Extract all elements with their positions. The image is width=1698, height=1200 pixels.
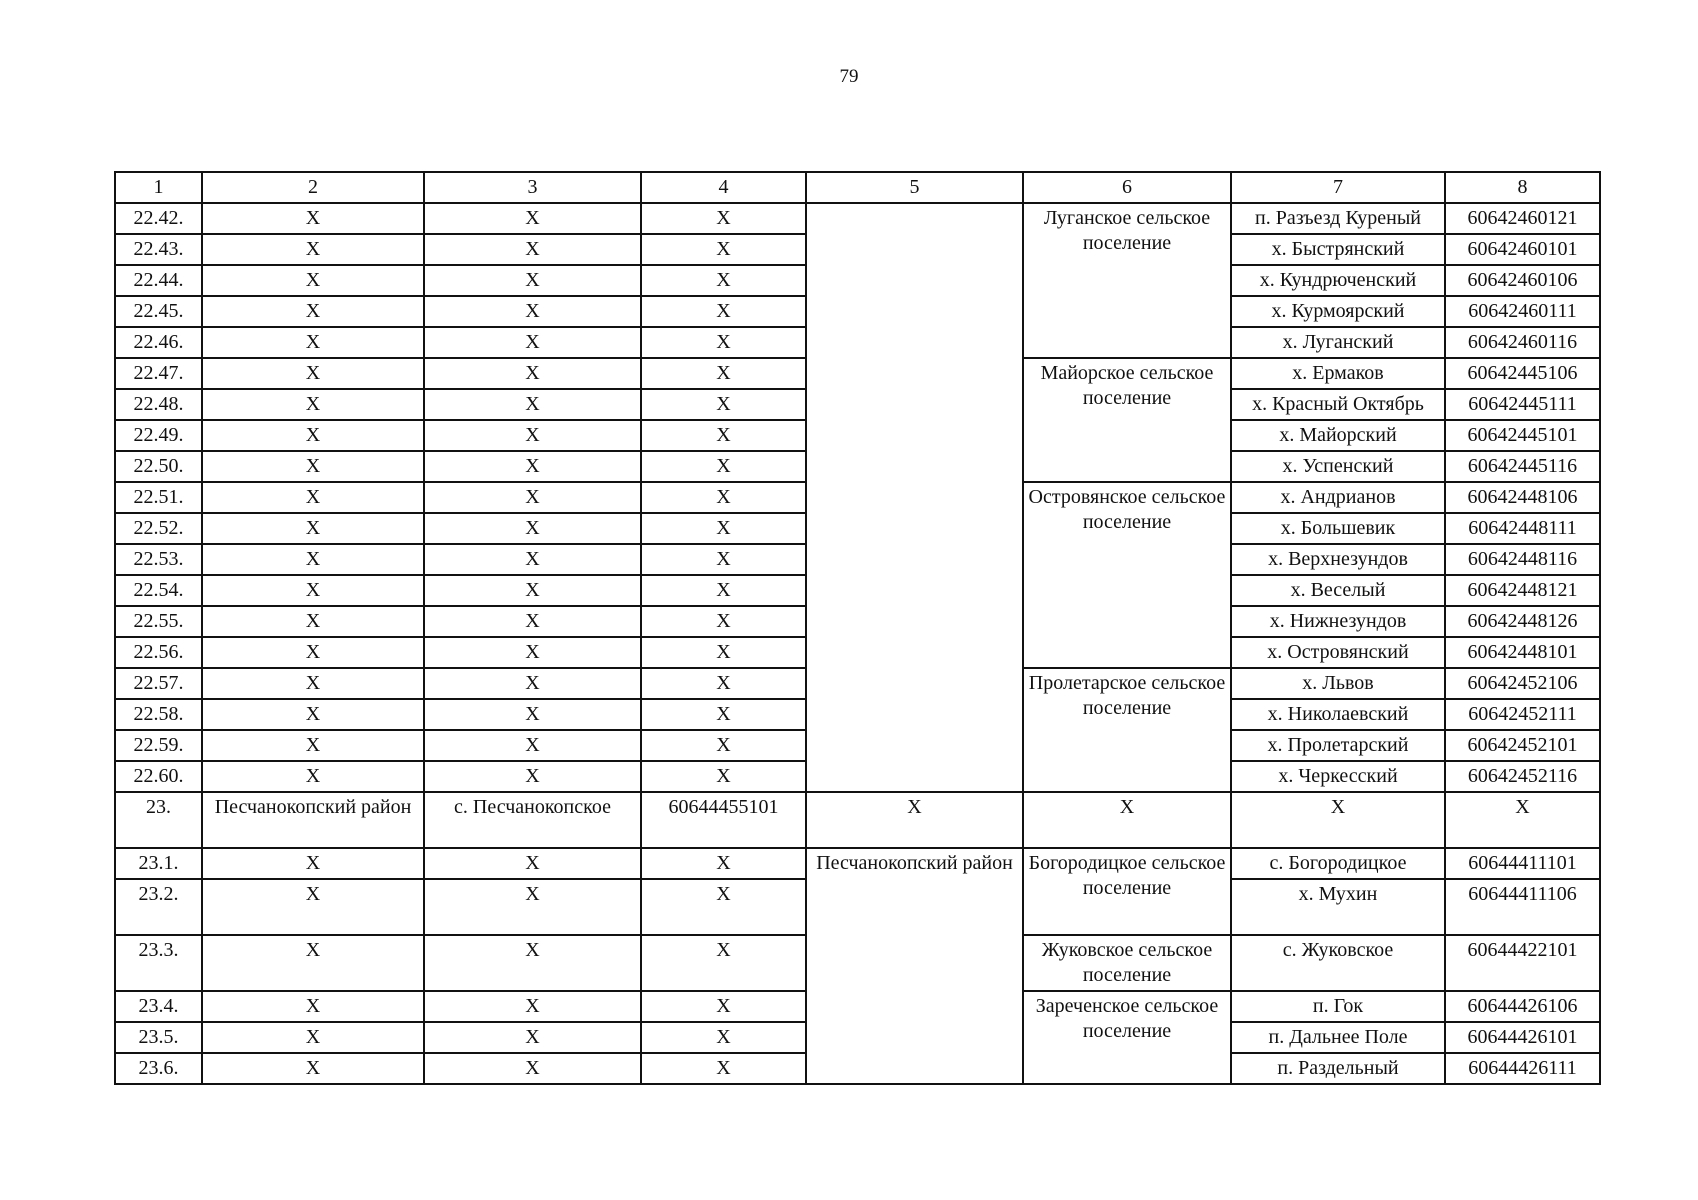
settlement-cell: х. Курмоярский: [1231, 296, 1445, 327]
row-number-cell: 22.46.: [115, 327, 202, 358]
row-number-cell: 23.3.: [115, 935, 202, 991]
oktmo-center-cell: Х: [641, 637, 806, 668]
oktmo-center-cell: Х: [641, 265, 806, 296]
center-cell: Х: [424, 699, 641, 730]
oktmo-code-cell: 60642445116: [1445, 451, 1600, 482]
oktmo-center-cell: 60644455101: [641, 792, 806, 848]
settlement-cell: х. Красный Октябрь: [1231, 389, 1445, 420]
district-cell: Х: [202, 935, 424, 991]
district-cell: Х: [202, 991, 424, 1022]
header-cell: 2: [202, 172, 424, 203]
oktmo-code-cell: 60644426106: [1445, 991, 1600, 1022]
oktmo-code-cell: 60642452111: [1445, 699, 1600, 730]
oktmo-center-cell: Х: [641, 991, 806, 1022]
oktmo-center-cell: Х: [641, 1022, 806, 1053]
row-number-cell: 22.48.: [115, 389, 202, 420]
settlement-cell: х. Успенский: [1231, 451, 1445, 482]
center-cell: Х: [424, 265, 641, 296]
x-cell: Х: [1231, 792, 1445, 848]
district-cell: Х: [202, 296, 424, 327]
row-number-cell: 23.2.: [115, 879, 202, 935]
district-cell: Х: [202, 848, 424, 879]
oktmo-code-cell: 60642445101: [1445, 420, 1600, 451]
settlements-table: [114, 171, 1601, 1085]
row-number-cell: 22.42.: [115, 203, 202, 234]
district-cell: Х: [202, 1053, 424, 1084]
oktmo-code-cell: 60642445106: [1445, 358, 1600, 389]
center-cell: Х: [424, 1022, 641, 1053]
center-cell: Х: [424, 358, 641, 389]
center-cell: Х: [424, 575, 641, 606]
center-cell: Х: [424, 482, 641, 513]
center-cell: Х: [424, 203, 641, 234]
municipal-district-cell: Песчанокопский район: [806, 848, 1023, 1084]
row-number-cell: 22.53.: [115, 544, 202, 575]
oktmo-center-cell: Х: [641, 935, 806, 991]
settlement-cell: х. Ермаков: [1231, 358, 1445, 389]
center-cell: Х: [424, 234, 641, 265]
district-cell: Х: [202, 389, 424, 420]
header-cell: 3: [424, 172, 641, 203]
row-number-cell: 22.56.: [115, 637, 202, 668]
district-cell: Х: [202, 420, 424, 451]
municipality-cell: Пролетарское сельское поселение: [1023, 668, 1231, 792]
row-number-cell: 22.43.: [115, 234, 202, 265]
settlement-cell: х. Львов: [1231, 668, 1445, 699]
row-number-cell: 23.: [115, 792, 202, 848]
oktmo-code-cell: 60642448101: [1445, 637, 1600, 668]
page-number: 79: [839, 66, 859, 87]
settlement-cell: х. Андрианов: [1231, 482, 1445, 513]
center-cell: Х: [424, 420, 641, 451]
settlement-cell: х. Островянский: [1231, 637, 1445, 668]
table-header-row: [115, 172, 1600, 203]
district-cell: Х: [202, 327, 424, 358]
oktmo-code-cell: 60642452106: [1445, 668, 1600, 699]
oktmo-code-cell: 60642448126: [1445, 606, 1600, 637]
header-cell: 4: [641, 172, 806, 203]
table-body: [115, 172, 1600, 1084]
district-cell: Х: [202, 606, 424, 637]
table-row: [115, 203, 1600, 234]
municipal-district-cell: [806, 203, 1023, 792]
oktmo-code-cell: 60644426101: [1445, 1022, 1600, 1053]
district-cell: Х: [202, 879, 424, 935]
row-number-cell: 22.50.: [115, 451, 202, 482]
oktmo-code-cell: 60642448116: [1445, 544, 1600, 575]
district-cell: Х: [202, 761, 424, 792]
row-number-cell: 22.47.: [115, 358, 202, 389]
settlement-cell: х. Черкесский: [1231, 761, 1445, 792]
center-cell: Х: [424, 848, 641, 879]
center-cell: Х: [424, 513, 641, 544]
oktmo-center-cell: Х: [641, 668, 806, 699]
table-row: [115, 848, 1600, 879]
row-number-cell: 22.60.: [115, 761, 202, 792]
oktmo-code-cell: 60642460111: [1445, 296, 1600, 327]
center-cell: Х: [424, 668, 641, 699]
district-cell: Х: [202, 203, 424, 234]
oktmo-center-cell: Х: [641, 451, 806, 482]
district-cell: Х: [202, 730, 424, 761]
oktmo-code-cell: 60642452101: [1445, 730, 1600, 761]
row-number-cell: 22.57.: [115, 668, 202, 699]
oktmo-code-cell: 60644411106: [1445, 879, 1600, 935]
oktmo-center-cell: Х: [641, 848, 806, 879]
center-cell: Х: [424, 451, 641, 482]
center-cell: Х: [424, 544, 641, 575]
settlement-cell: с. Жуковское: [1231, 935, 1445, 991]
oktmo-center-cell: Х: [641, 203, 806, 234]
district-cell: Х: [202, 637, 424, 668]
row-number-cell: 23.6.: [115, 1053, 202, 1084]
center-cell: Х: [424, 761, 641, 792]
settlement-cell: х. Кундрюченский: [1231, 265, 1445, 296]
center-cell: с. Песчанокопское: [424, 792, 641, 848]
district-cell: Х: [202, 575, 424, 606]
oktmo-center-cell: Х: [641, 575, 806, 606]
oktmo-code-cell: 60642460106: [1445, 265, 1600, 296]
district-cell: Х: [202, 513, 424, 544]
row-number-cell: 23.4.: [115, 991, 202, 1022]
settlement-cell: х. Майорский: [1231, 420, 1445, 451]
oktmo-center-cell: Х: [641, 606, 806, 637]
settlement-cell: п. Раздельный: [1231, 1053, 1445, 1084]
row-number-cell: 22.54.: [115, 575, 202, 606]
center-cell: Х: [424, 327, 641, 358]
oktmo-center-cell: Х: [641, 482, 806, 513]
oktmo-center-cell: Х: [641, 761, 806, 792]
row-number-cell: 23.1.: [115, 848, 202, 879]
center-cell: Х: [424, 991, 641, 1022]
row-number-cell: 22.49.: [115, 420, 202, 451]
row-number-cell: 22.55.: [115, 606, 202, 637]
municipality-cell: Островянское сельское поселение: [1023, 482, 1231, 668]
district-cell: Х: [202, 544, 424, 575]
oktmo-code-cell: 60642445111: [1445, 389, 1600, 420]
oktmo-code-cell: 60642448106: [1445, 482, 1600, 513]
oktmo-center-cell: Х: [641, 699, 806, 730]
oktmo-center-cell: Х: [641, 389, 806, 420]
row-number-cell: 22.45.: [115, 296, 202, 327]
row-number-cell: 22.58.: [115, 699, 202, 730]
oktmo-center-cell: Х: [641, 420, 806, 451]
center-cell: Х: [424, 879, 641, 935]
center-cell: Х: [424, 637, 641, 668]
x-cell: Х: [1023, 792, 1231, 848]
settlement-cell: х. Большевик: [1231, 513, 1445, 544]
municipality-cell: Богородицкое сельское поселение: [1023, 848, 1231, 935]
row-number-cell: 22.52.: [115, 513, 202, 544]
oktmo-center-cell: Х: [641, 1053, 806, 1084]
oktmo-center-cell: Х: [641, 730, 806, 761]
center-cell: Х: [424, 389, 641, 420]
oktmo-code-cell: 60642448111: [1445, 513, 1600, 544]
oktmo-code-cell: 60644426111: [1445, 1053, 1600, 1084]
district-cell: Х: [202, 482, 424, 513]
center-cell: Х: [424, 606, 641, 637]
district-cell: Х: [202, 699, 424, 730]
center-cell: Х: [424, 296, 641, 327]
settlement-cell: с. Богородицкое: [1231, 848, 1445, 879]
district-cell: Х: [202, 234, 424, 265]
municipality-cell: Зареченское сельское поселение: [1023, 991, 1231, 1084]
municipality-cell: Жуковское сельское поселение: [1023, 935, 1231, 991]
row-number-cell: 22.59.: [115, 730, 202, 761]
oktmo-code-cell: 60642452116: [1445, 761, 1600, 792]
oktmo-code-cell: 60642460101: [1445, 234, 1600, 265]
oktmo-center-cell: Х: [641, 544, 806, 575]
settlement-cell: х. Верхнезундов: [1231, 544, 1445, 575]
settlement-cell: п. Гок: [1231, 991, 1445, 1022]
header-cell: 6: [1023, 172, 1231, 203]
center-cell: Х: [424, 935, 641, 991]
oktmo-code-cell: 60642460121: [1445, 203, 1600, 234]
oktmo-center-cell: Х: [641, 296, 806, 327]
settlement-cell: х. Веселый: [1231, 575, 1445, 606]
x-cell: Х: [1445, 792, 1600, 848]
settlement-cell: х. Луганский: [1231, 327, 1445, 358]
oktmo-center-cell: Х: [641, 358, 806, 389]
oktmo-code-cell: 60644411101: [1445, 848, 1600, 879]
oktmo-center-cell: Х: [641, 879, 806, 935]
district-cell: Х: [202, 451, 424, 482]
oktmo-code-cell: 60642460116: [1445, 327, 1600, 358]
header-cell: 1: [115, 172, 202, 203]
district-cell: Х: [202, 1022, 424, 1053]
settlement-cell: п. Разъезд Куреный: [1231, 203, 1445, 234]
settlement-cell: х. Николаевский: [1231, 699, 1445, 730]
district-cell: Х: [202, 265, 424, 296]
district-cell: Х: [202, 358, 424, 389]
settlement-cell: п. Дальнее Поле: [1231, 1022, 1445, 1053]
oktmo-center-cell: Х: [641, 513, 806, 544]
municipality-cell: Луганское сельское поселение: [1023, 203, 1231, 358]
x-cell: Х: [806, 792, 1023, 848]
row-number-cell: 23.5.: [115, 1022, 202, 1053]
header-cell: 8: [1445, 172, 1600, 203]
oktmo-code-cell: 60644422101: [1445, 935, 1600, 991]
municipality-cell: Майорское сельское поселение: [1023, 358, 1231, 482]
header-cell: 7: [1231, 172, 1445, 203]
center-cell: Х: [424, 730, 641, 761]
header-cell: 5: [806, 172, 1023, 203]
row-number-cell: 22.44.: [115, 265, 202, 296]
center-cell: Х: [424, 1053, 641, 1084]
settlement-cell: х. Пролетарский: [1231, 730, 1445, 761]
oktmo-center-cell: Х: [641, 327, 806, 358]
table-row: [115, 792, 1600, 848]
row-number-cell: 22.51.: [115, 482, 202, 513]
settlement-cell: х. Нижнезундов: [1231, 606, 1445, 637]
settlement-cell: х. Быстрянский: [1231, 234, 1445, 265]
settlement-cell: х. Мухин: [1231, 879, 1445, 935]
district-cell: Песчанокопский район: [202, 792, 424, 848]
oktmo-center-cell: Х: [641, 234, 806, 265]
district-cell: Х: [202, 668, 424, 699]
oktmo-code-cell: 60642448121: [1445, 575, 1600, 606]
